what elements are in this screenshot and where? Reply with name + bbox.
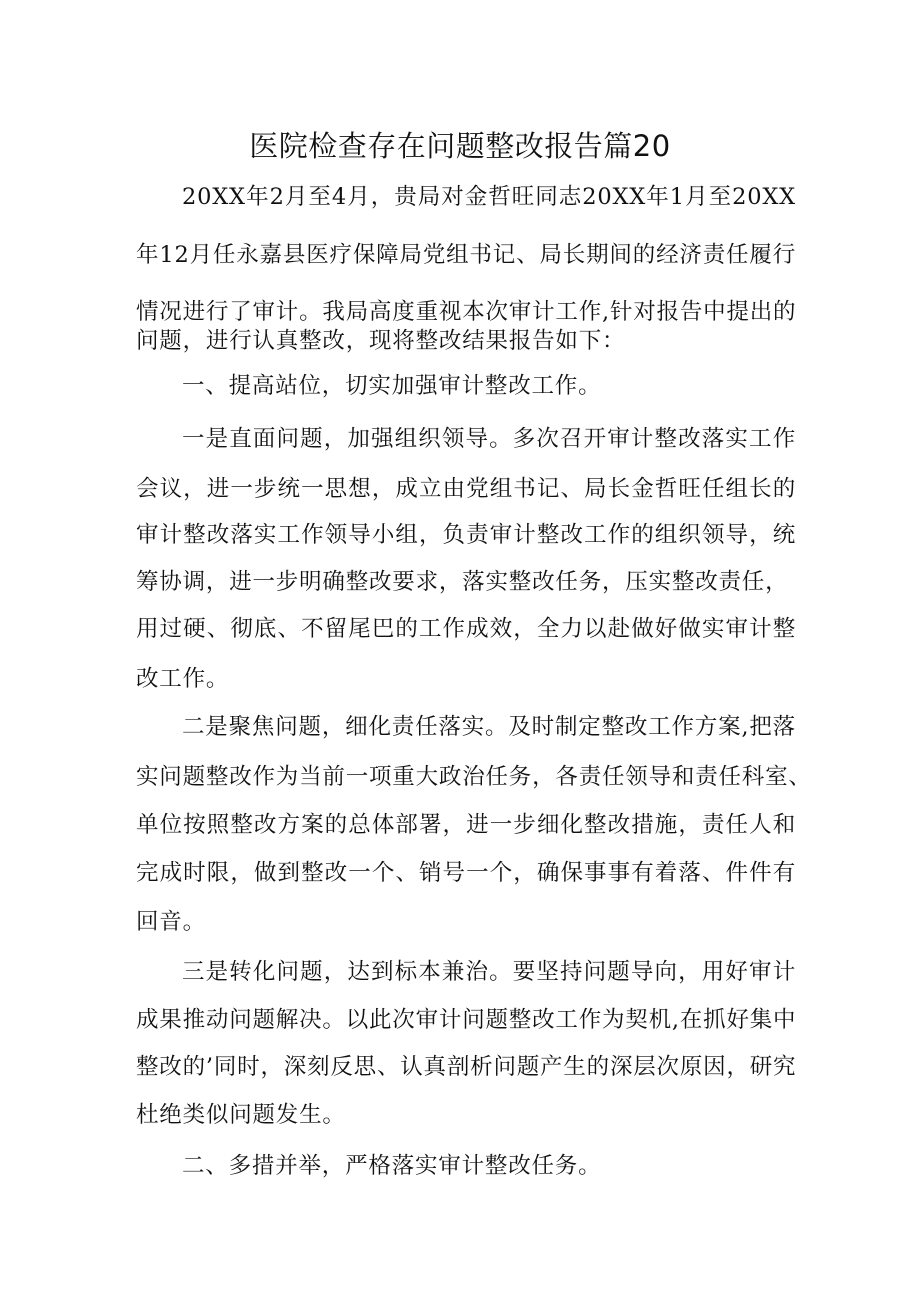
text-line: 成果推动问题解决。以此次审计问题整改工作为契机,在抓好集中 <box>136 1007 797 1033</box>
text-line: 问题，进行认真整改，现将整改结果报告如下： <box>136 328 626 354</box>
text-line: 一是直面问题，加强组织领导。多次召开审计整改落实工作 <box>182 426 796 452</box>
section-heading: 二、多措并举，严格落实审计整改任务。 <box>182 1153 602 1179</box>
text-line: 回音。 <box>136 909 206 935</box>
text-line: 用过硬、彻底、不留尾巴的工作成效，全力以赴做好做实审计整 <box>136 616 796 642</box>
text-line: 情况进行了审计。我局高度重视本次审计工作,针对报告中提出的 <box>136 299 797 325</box>
section-heading: 一、提高站位，切实加强审计整改工作。 <box>182 373 602 399</box>
text-line: 会议，进一步统一思想，成立由党组书记、局长金哲旺任组长的 <box>136 476 796 502</box>
text-line: 年12月任永嘉县医疗保障局党组书记、局长期间的经济责任履行 <box>136 242 796 268</box>
text-line: 单位按照整改方案的总体部署，进一步细化整改措施，责任人和 <box>136 812 796 838</box>
text-line: 二是聚焦问题，细化责任落实。及时制定整改工作方案,把落 <box>182 714 796 740</box>
text-line: 改工作。 <box>136 666 230 692</box>
document-title: 医院检查存在问题整改报告篇20 <box>249 129 671 163</box>
text-line: 杜绝类似问题发生。 <box>136 1102 346 1128</box>
text-line: 整改的’同时，深刻反思、认真剖析问题产生的深层次原因，研究 <box>136 1054 797 1080</box>
text-line: 20XX年2月至4月，贵局对金哲旺同志20XX年1月至20XX <box>182 184 796 210</box>
text-line: 完成时限，做到整改一个、销号一个，确保事事有着落、件件有 <box>136 860 796 886</box>
text-line: 实问题整改作为当前一项重大政治任务，各责任领导和责任科室、 <box>136 764 812 790</box>
text-line: 筹协调，进一步明确整改要求，落实整改任务，压实整改责任， <box>136 569 789 595</box>
text-line: 三是转化问题，达到标本兼治。要坚持问题导向，用好审计 <box>182 959 796 985</box>
text-line: 审计整改落实工作领导小组，负责审计整改工作的组织领导，统 <box>136 522 796 548</box>
